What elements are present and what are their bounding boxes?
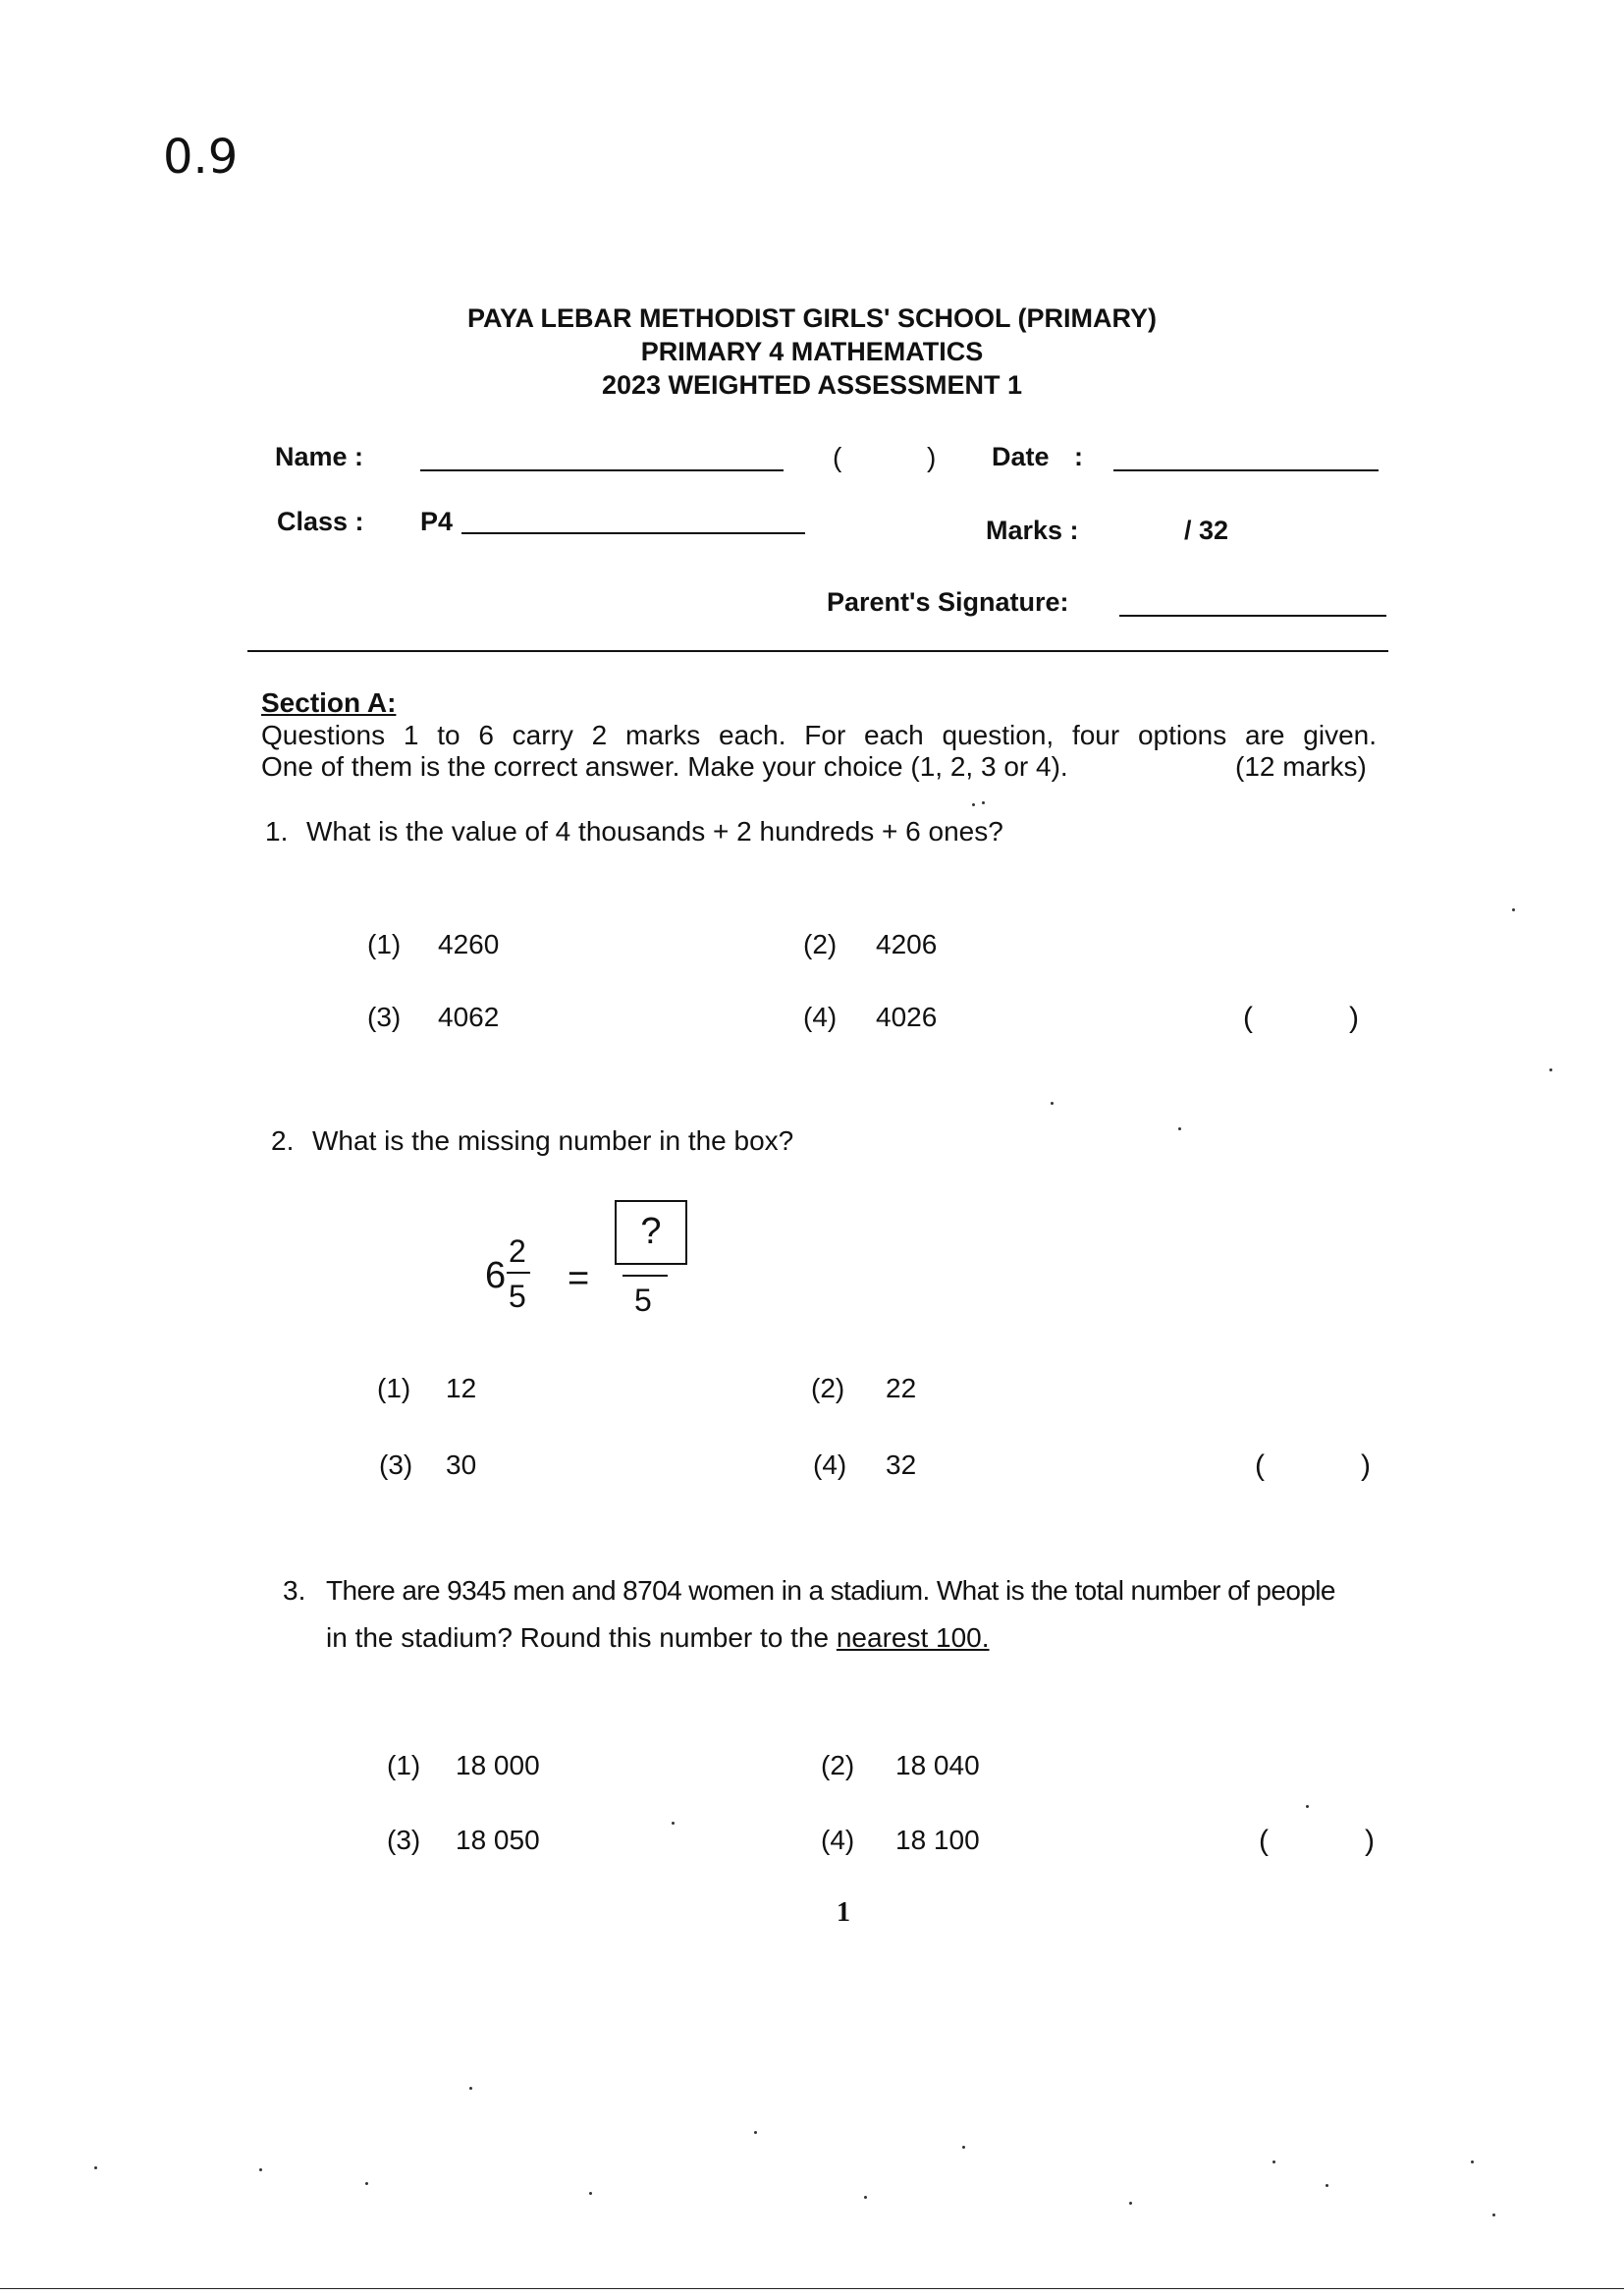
- scan-speck: [1178, 1127, 1181, 1130]
- q3-option3-value: 18 050: [456, 1825, 540, 1855]
- q2-equals-sign: =: [568, 1258, 590, 1299]
- marks-label: Marks :: [986, 516, 1079, 545]
- scan-speck: [972, 803, 975, 806]
- q2-option3-label[interactable]: (3): [379, 1449, 413, 1480]
- q3-option1-label[interactable]: (1): [387, 1750, 421, 1780]
- q2-option2-value: 22: [886, 1373, 917, 1403]
- q2-numerator: 2: [509, 1233, 526, 1269]
- section-marks: (12 marks): [1235, 751, 1367, 782]
- scan-speck: [1129, 2202, 1132, 2205]
- scan-speck: [982, 801, 985, 804]
- scan-speck: [672, 1822, 675, 1825]
- q3-option1-value: 18 000: [456, 1750, 540, 1780]
- q3-number: 3.: [283, 1575, 306, 1606]
- name-field-line[interactable]: [420, 469, 784, 471]
- q3-answer-bracket-close[interactable]: ): [1365, 1825, 1375, 1857]
- scan-speck: [1512, 908, 1515, 911]
- section-instructions-line1: Questions 1 to 6 carry 2 marks each. For each question, four options are given.: [261, 720, 1377, 750]
- q3-text-line1: There are 9345 men and 8704 women in a stadium. What is the total number of people: [326, 1575, 1335, 1606]
- q2-denominator: 5: [509, 1279, 526, 1314]
- corner-mark: 0.9: [163, 130, 239, 185]
- date-field-line[interactable]: [1113, 469, 1379, 471]
- marks-value: / 32: [1184, 516, 1229, 545]
- scan-speck: [864, 2196, 867, 2199]
- q2-option3-value: 30: [446, 1449, 477, 1480]
- q1-option4-value: 4026: [876, 1002, 938, 1032]
- header-divider: [247, 650, 1388, 652]
- q2-option4-label[interactable]: (4): [813, 1449, 847, 1480]
- q1-text: What is the value of 4 thousands + 2 hundreds + 6 ones?: [306, 816, 1003, 847]
- q3-text-line2: [326, 1622, 990, 1654]
- signature-label: Parent's Signature:: [827, 587, 1069, 617]
- q2-option2-label[interactable]: (2): [811, 1373, 845, 1403]
- page-number: 1: [837, 1897, 850, 1928]
- q1-option2-value: 4206: [876, 929, 938, 959]
- scan-speck: [1492, 2214, 1495, 2216]
- q2-whole-number: 6: [485, 1255, 507, 1296]
- scan-speck: [754, 2131, 757, 2134]
- q3-option4-value: 18 100: [895, 1825, 980, 1855]
- scan-speck: [94, 2166, 97, 2169]
- q3-answer-bracket-open[interactable]: (: [1259, 1825, 1269, 1857]
- q1-option1-label[interactable]: (1): [367, 929, 402, 959]
- bottom-edge-line: [0, 2288, 1624, 2289]
- scan-speck: [469, 2087, 472, 2090]
- register-paren-open: (: [833, 442, 842, 472]
- subject-title: PRIMARY 4 MATHEMATICS: [640, 337, 984, 366]
- q1-option4-label[interactable]: (4): [803, 1002, 838, 1032]
- q2-option1-label[interactable]: (1): [377, 1373, 411, 1403]
- scan-speck: [1051, 1102, 1054, 1105]
- q3-text-line2-prefix: in the stadium? Round this number to the: [326, 1622, 837, 1653]
- scan-speck: [1549, 1068, 1552, 1071]
- q1-option1-value: 4260: [438, 929, 500, 959]
- register-paren-close: ): [927, 442, 937, 472]
- date-colon: :: [1074, 442, 1083, 471]
- q2-option4-value: 32: [886, 1449, 917, 1480]
- class-value: P4: [420, 507, 454, 536]
- scan-speck: [365, 2182, 368, 2185]
- q2-right-fraction-bar: [623, 1275, 668, 1277]
- q2-left-fraction-bar: [507, 1272, 530, 1274]
- q2-right-denominator: 5: [634, 1283, 652, 1318]
- q3-option2-value: 18 040: [895, 1750, 980, 1780]
- q3-nearest-100: nearest 100.: [836, 1622, 990, 1653]
- q2-answer-bracket-close[interactable]: ): [1361, 1449, 1371, 1482]
- scan-speck: [1306, 1805, 1309, 1808]
- scan-speck: [1326, 2184, 1328, 2187]
- school-name: PAYA LEBAR METHODIST GIRLS' SCHOOL (PRIMARY): [467, 303, 1157, 333]
- q2-text: What is the missing number in the box?: [312, 1125, 794, 1156]
- class-field-line[interactable]: [461, 532, 805, 534]
- q2-missing-number-box[interactable]: ?: [615, 1200, 687, 1265]
- signature-field-line[interactable]: [1119, 615, 1386, 617]
- q1-answer-bracket-close[interactable]: ): [1349, 1002, 1359, 1034]
- assessment-title: 2023 WEIGHTED ASSESSMENT 1: [601, 370, 1023, 400]
- q1-option3-value: 4062: [438, 1002, 500, 1032]
- scan-speck: [589, 2192, 592, 2195]
- scan-speck: [962, 2146, 965, 2149]
- q1-option2-label[interactable]: (2): [803, 929, 838, 959]
- q3-option3-label[interactable]: (3): [387, 1825, 421, 1855]
- q2-number: 2.: [271, 1125, 295, 1156]
- section-instructions-line2: One of them is the correct answer. Make your choice (1, 2, 3 or 4).: [261, 751, 1068, 782]
- q1-number: 1.: [265, 816, 289, 847]
- scan-speck: [1471, 2160, 1474, 2163]
- q2-answer-bracket-open[interactable]: (: [1255, 1449, 1265, 1482]
- q1-option3-label[interactable]: (3): [367, 1002, 402, 1032]
- section-title: Section A:: [261, 687, 397, 718]
- q1-answer-bracket-open[interactable]: (: [1243, 1002, 1253, 1034]
- name-label: Name :: [275, 442, 364, 471]
- date-label: Date: [992, 442, 1050, 471]
- q3-option4-label[interactable]: (4): [821, 1825, 855, 1855]
- q2-option1-value: 12: [446, 1373, 477, 1403]
- scan-speck: [1272, 2160, 1275, 2163]
- q3-option2-label[interactable]: (2): [821, 1750, 855, 1780]
- class-label: Class :: [277, 507, 364, 536]
- scan-speck: [259, 2168, 262, 2171]
